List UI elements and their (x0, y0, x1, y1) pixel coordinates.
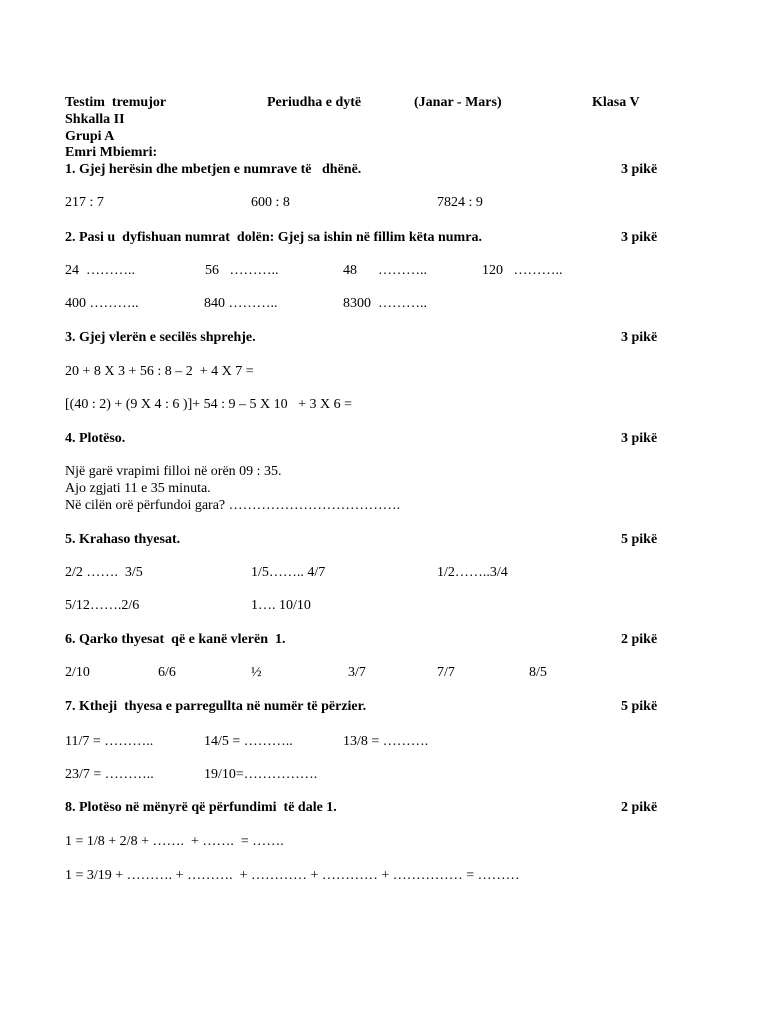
q3-points: 3 pikë (621, 330, 658, 345)
q5-points: 5 pikë (621, 532, 658, 547)
q7-item: 23/7 = ……….. (65, 767, 154, 782)
q4-text: 4. Plotëso. (65, 431, 126, 446)
name-label: Emri Mbiemri: (65, 145, 158, 160)
test-title: Testim tremujor (65, 95, 167, 110)
q1-points: 3 pikë (621, 162, 658, 177)
class-label: Klasa V (592, 95, 640, 110)
q6-fraction: 6/6 (158, 665, 176, 680)
scale-label: Shkalla II (65, 112, 125, 127)
q6-points: 2 pikë (621, 632, 658, 647)
q8-text: 8. Plotëso në mënyrë që përfundimi të dale 1. (65, 800, 337, 815)
q6-fraction: 3/7 (348, 665, 366, 680)
q5-text: 5. Krahaso thyesat. (65, 532, 181, 547)
q4-line: Një garë vrapimi filloi në orën 09 : 35. (65, 464, 282, 479)
q3-expression: 20 + 8 X 3 + 56 : 8 – 2 + 4 X 7 = (65, 364, 254, 379)
group-label: Grupi A (65, 129, 115, 144)
period-label: Periudha e dytë (267, 95, 362, 110)
q1-item: 217 : 7 (65, 195, 104, 210)
q7-item: 13/8 = ………. (343, 734, 429, 749)
q6-fraction: ½ (251, 665, 262, 680)
q6-fraction: 7/7 (437, 665, 455, 680)
q6-fraction: 2/10 (65, 665, 90, 680)
q2-item: 840 ……….. (204, 296, 278, 311)
months-label: (Janar - Mars) (414, 95, 502, 110)
q4-line: Në cilën orë përfundoi gara? ………………………………. (65, 498, 401, 513)
q5-item: 1/2……..3/4 (437, 565, 508, 580)
q2-item: 8300 ……….. (343, 296, 427, 311)
q8-line: 1 = 3/19 + ………. + ………. + ………… + ………… + …………… = ……… (65, 868, 520, 883)
q2-item: 400 ……….. (65, 296, 139, 311)
q7-item: 19/10=……………. (204, 767, 318, 782)
q6-fraction: 8/5 (529, 665, 547, 680)
q5-item: 1/5…….. 4/7 (251, 565, 326, 580)
q5-item: 2/2 ……. 3/5 (65, 565, 143, 580)
q5-item: 5/12…….2/6 (65, 598, 140, 613)
q2-item: 120 ……….. (482, 263, 563, 278)
q2-item: 48 ……….. (343, 263, 427, 278)
q7-points: 5 pikë (621, 699, 658, 714)
q3-expression: [(40 : 2) + (9 X 4 : 6 )]+ 54 : 9 – 5 X 10 + 3 X 6 = (65, 397, 353, 412)
q2-points: 3 pikë (621, 230, 658, 245)
q1-item: 600 : 8 (251, 195, 290, 210)
q2-item: 56 ……….. (205, 263, 279, 278)
q4-points: 3 pikë (621, 431, 658, 446)
q5-item: 1…. 10/10 (251, 598, 311, 613)
q8-line: 1 = 1/8 + 2/8 + ……. + ……. = ……. (65, 834, 284, 849)
q1-text: 1. Gjej herësin dhe mbetjen e numrave të dhënë. (65, 162, 362, 177)
q2-text: 2. Pasi u dyfishuan numrat dolën: Gjej sa ishin në fillim këta numra. (65, 230, 482, 245)
q1-item: 7824 : 9 (437, 195, 483, 210)
q4-line: Ajo zgjati 11 e 35 minuta. (65, 481, 211, 496)
q3-text: 3. Gjej vlerën e secilës shprehje. (65, 330, 256, 345)
q7-item: 14/5 = ……….. (204, 734, 293, 749)
q8-points: 2 pikë (621, 800, 658, 815)
q6-text: 6. Qarko thyesat që e kanë vlerën 1. (65, 632, 286, 647)
q7-item: 11/7 = ……….. (65, 734, 154, 749)
q2-item: 24 ……….. (65, 263, 135, 278)
q7-text: 7. Ktheji thyesa e parregullta në numër të përzier. (65, 699, 367, 714)
